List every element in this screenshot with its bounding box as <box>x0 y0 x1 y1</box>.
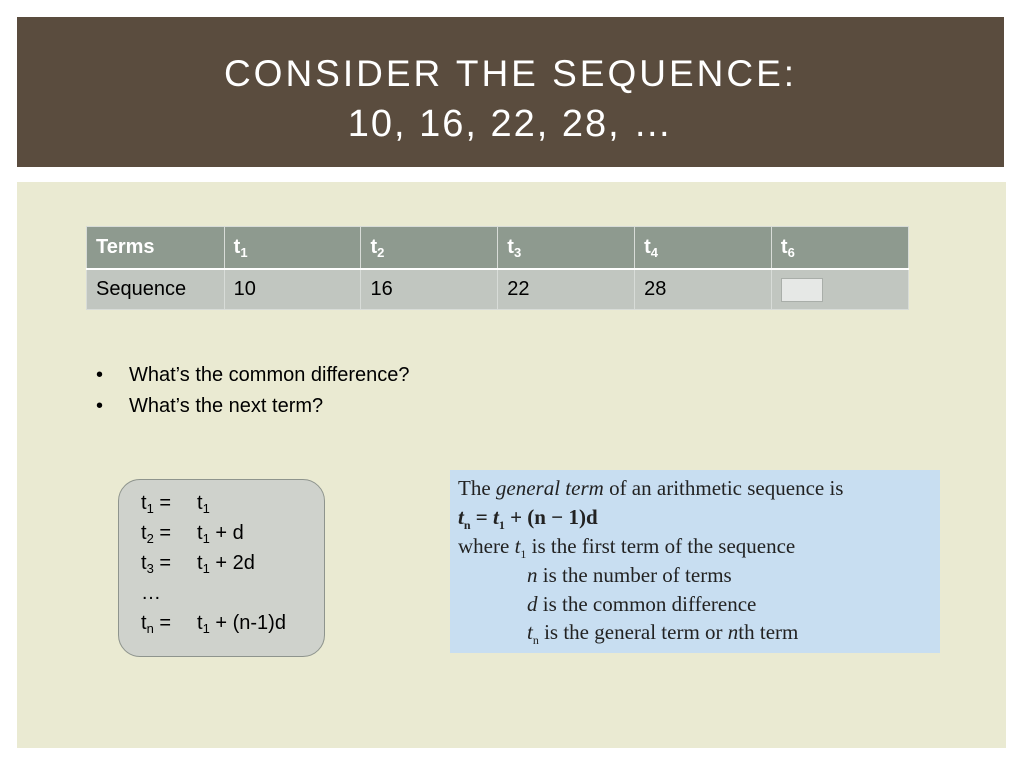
lhs-sub: 2 <box>146 531 154 546</box>
definition-d-line <box>527 592 756 617</box>
formula-var: t <box>493 505 499 529</box>
equals-sign: = <box>159 552 172 574</box>
lhs-base: t <box>141 612 147 634</box>
sequence-title: 10, 16, 22, 28, … <box>347 103 674 145</box>
formula-row <box>141 552 255 582</box>
term-base: t <box>370 235 378 258</box>
rhs-base: t <box>197 552 203 574</box>
definition-intro <box>458 476 843 501</box>
rhs-rest: + d <box>209 522 244 544</box>
term-base: t <box>780 235 788 258</box>
sequence-value: 16 <box>361 269 498 310</box>
def-text: is the number of terms <box>537 563 732 587</box>
definition-n-line <box>527 563 732 588</box>
formula-row <box>141 612 286 642</box>
lhs-base: t <box>141 492 147 514</box>
term-index: 3 <box>513 244 522 260</box>
def-text: is the common difference <box>537 592 757 616</box>
equals-sign: = <box>159 492 172 514</box>
def-text: is the first term of the sequence <box>526 534 796 558</box>
lhs-sub: 3 <box>146 561 154 576</box>
formula-sub: n <box>463 518 471 532</box>
equals-sign: = <box>159 522 172 544</box>
sequence-table <box>86 226 909 310</box>
rhs-sub: 1 <box>202 561 210 576</box>
question-list <box>96 364 410 426</box>
rhs-sub: 1 <box>202 621 210 636</box>
formula-eq: = <box>470 505 493 529</box>
def-var: t <box>527 620 533 644</box>
equals-sign: = <box>159 612 172 634</box>
formula-box <box>118 479 325 657</box>
term-header <box>635 227 772 270</box>
formula-lhs <box>141 522 197 546</box>
definition-where-line <box>458 534 795 562</box>
def-var: d <box>527 592 538 616</box>
rhs-base: t <box>197 612 203 634</box>
formula-lhs <box>141 492 197 516</box>
formula-lhs <box>141 552 197 576</box>
term-base: t <box>233 235 241 258</box>
slide-header <box>17 17 1004 167</box>
table-header-row <box>87 227 909 270</box>
def-text: The <box>458 476 496 500</box>
sequence-label: Sequence <box>87 269 225 310</box>
rhs-sub: 1 <box>202 501 210 516</box>
def-var: n <box>727 620 739 644</box>
sequence-value: 10 <box>224 269 361 310</box>
formula-var: t <box>458 505 464 529</box>
lhs-base: t <box>141 552 147 574</box>
term-index: 1 <box>240 244 248 260</box>
table-row <box>87 269 909 310</box>
bullet-icon: • <box>96 364 104 386</box>
general-term-formula <box>458 505 598 533</box>
definition-tn-line <box>527 620 798 648</box>
term-header <box>361 227 498 270</box>
term-base: t <box>644 235 651 258</box>
def-var: t <box>514 534 521 558</box>
def-text: th term <box>738 620 799 644</box>
term-header <box>498 227 635 270</box>
def-text: where <box>458 534 515 558</box>
formula-sub: 1 <box>498 518 505 532</box>
answer-cell <box>771 269 908 310</box>
def-sub: 1 <box>520 547 527 561</box>
formula-row <box>141 492 210 522</box>
bullet-icon: • <box>96 395 104 417</box>
question-text: What’s the common difference? <box>129 364 410 386</box>
rhs-rest: + (n-1)d <box>209 612 286 634</box>
def-text: of an arithmetic sequence is <box>603 476 844 500</box>
def-var: n <box>527 563 538 587</box>
formula-ellipsis: … <box>141 582 161 604</box>
term-base: t <box>507 235 514 258</box>
list-item <box>96 364 410 395</box>
term-index: 2 <box>377 244 385 260</box>
answer-blank-box[interactable] <box>781 278 823 302</box>
term-index: 6 <box>787 244 795 260</box>
definition-box <box>450 470 940 653</box>
lhs-base: t <box>141 522 147 544</box>
rhs-sub: 1 <box>202 531 210 546</box>
lhs-sub: n <box>146 621 154 636</box>
rhs-rest: + 2d <box>209 552 255 574</box>
question-text: What’s the next term? <box>129 395 324 417</box>
term-index: 4 <box>650 244 658 260</box>
formula-row <box>141 522 244 552</box>
def-sub: n <box>532 633 539 647</box>
def-text: is the general term or <box>538 620 728 644</box>
term-header <box>771 227 908 270</box>
term-header <box>224 227 361 270</box>
rhs-base: t <box>197 522 203 544</box>
lhs-sub: 1 <box>146 501 154 516</box>
formula-lhs <box>141 612 197 636</box>
list-item <box>96 395 410 426</box>
terms-label: Terms <box>87 227 225 270</box>
def-emphasis: general term <box>495 476 604 500</box>
sequence-value: 28 <box>635 269 772 310</box>
rhs-base: t <box>197 492 203 514</box>
formula-rest: + (n − 1)d <box>504 505 598 529</box>
slide-title: CONSIDER THE SEQUENCE: <box>223 53 798 94</box>
sequence-value: 22 <box>498 269 635 310</box>
